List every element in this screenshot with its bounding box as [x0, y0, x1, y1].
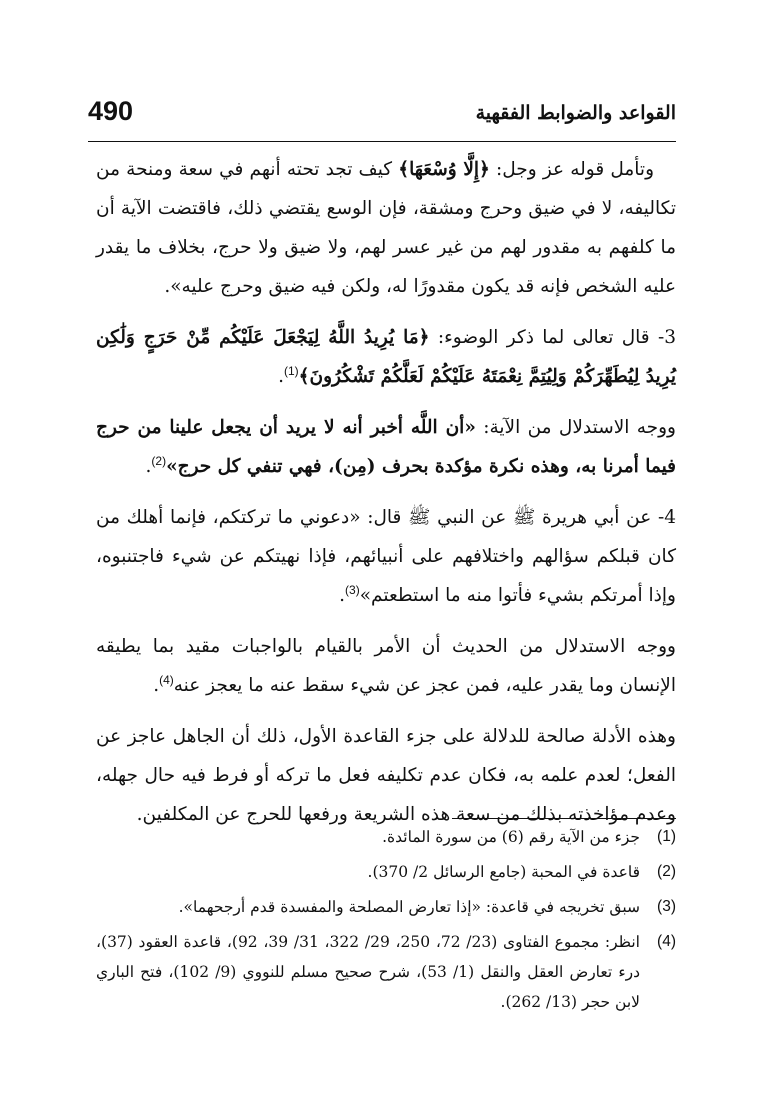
quran-verse-wusaha: ﴿إِلَّا وُسْعَهَا﴾ — [398, 159, 490, 180]
paragraph-1-text: كيف تجد تحته أنهم في سعة ومنحة من تكاليفه، لا في ضيق وحرج ومشقة، فإن الوسع يقتضي ذلك، فاقتضت الآية أن ما كلفهم به مقدور لهم من غير عسر لهم، ولا ضيق ولا حرج، بخلاف ما يقدر عليه الشخص فإنه قد يكون مقدورًا له، ولكن فيه ضيق وحرج عليه». — [96, 159, 676, 297]
footnote-3 — [96, 892, 676, 922]
footnote-1-number: (1) — [657, 828, 676, 845]
paragraph-4-text: وهذه الأدلة صالحة للدلالة على جزء القاعدة الأول، ذلك أن الجاهل عاجز عن الفعل؛ لعدم علمه به، فكان عدم تكليفه فعل ما تركه أو فرط فيه حال جهله، وعدم مؤاخذته بذلك من سعة هذه الشريعة ورفعها للحرج عن المكلفين. — [96, 726, 676, 825]
item-3-number: 3- — [649, 327, 676, 348]
paragraph-2-intro: ووجه الاستدلال من الآية: — [475, 417, 676, 438]
paragraph-3 — [96, 627, 676, 705]
item-4-hadith: عن أبي هريرة ﷺ عن النبي ﷺ قال: «دعوني ما تركتكم، فإنما أهلك من كان قبلكم سؤالهم واختلافهم على أنبيائهم، فإذا نهيتكم عن شيء فاجتنبوه، وإذا أمرتكم بشيء فأتوا منه ما استطعتم» — [96, 507, 676, 606]
footnote-3-number: (3) — [657, 898, 676, 915]
item-3-end: . — [278, 366, 284, 387]
running-title: القواعد والضوابط الفقهية — [475, 102, 676, 124]
footnote-ref-3[interactable]: (3) — [345, 582, 360, 597]
footnote-4-text: انظر: مجموع الفتاوى (23/ 72، 250، 29/ 322، 31/ 39، 92)، قاعدة العقود (37)، درء تعارض العقل والنقل (1/ 53)، شرح صحيح مسلم للنووي (9/ 102)، فتح الباري لابن حجر (13/ 262). — [96, 933, 641, 1011]
paragraph-3-end: . — [153, 675, 160, 696]
footnote-4-number: (4) — [657, 933, 676, 950]
paragraph-4 — [96, 717, 676, 834]
footnote-1-text: جزء من الآية رقم (6) من سورة المائدة. — [382, 828, 640, 846]
list-item-3 — [96, 318, 676, 396]
paragraph-1-intro: وتأمل قوله عز وجل: — [489, 159, 654, 180]
item-4-end: . — [339, 585, 346, 606]
footnote-1 — [96, 822, 676, 852]
paragraph-2-end: . — [145, 456, 152, 477]
page-header — [88, 96, 676, 136]
paragraph-3-text: ووجه الاستدلال من الحديث أن الأمر بالقيام بالواجبات مقيد بما يطيقه الإنسان وما يقدر عليه، فمن عجز عن شيء سقط عنه ما يعجز عنه — [96, 636, 676, 696]
footnote-ref-1[interactable]: (1) — [283, 363, 299, 378]
footnote-2 — [96, 857, 676, 887]
footnote-3-text: سبق تخريجه في قاعدة: «إذا تعارض المصلحة والمفسدة قدم أرجحهما». — [178, 898, 640, 916]
footnote-ref-4[interactable]: (4) — [159, 672, 174, 687]
main-text — [96, 150, 676, 846]
footnotes — [96, 822, 676, 1022]
list-item-4 — [96, 498, 676, 615]
paragraph-2-bold-quote: «أن اللَّه أخبر أنه لا يريد أن يجعل علينا من حرج فيما أمرنا به، وهذه نكرة مؤكدة بحرف (مِن)، فهي تنفي كل حرج» — [96, 417, 676, 477]
footnote-separator — [452, 818, 676, 819]
footnote-2-number: (2) — [657, 863, 676, 880]
paragraph-2 — [96, 408, 676, 486]
footnote-2-text: قاعدة في المحبة (جامع الرسائل 2/ 370). — [367, 863, 640, 881]
paragraph-1 — [96, 150, 676, 306]
item-3-intro: قال تعالى لما ذكر الوضوء: — [429, 327, 650, 348]
header-rule — [88, 141, 676, 142]
item-4-number: 4- — [651, 507, 676, 528]
quran-verse-wudu: ﴿مَا يُرِيدُ اللَّهُ لِيَجْعَلَ عَلَيْكُم مِّنْ حَرَجٍ وَلَٰكِن يُرِيدُ لِيُطَهِّرَكُمْ وَلِيُتِمَّ نِعْمَتَهُ عَلَيْكُمْ لَعَلَّكُمْ تَشْكُرُونَ﴾ — [96, 327, 676, 387]
footnote-4 — [96, 927, 676, 1017]
footnote-ref-2[interactable]: (2) — [151, 453, 167, 468]
page-number: 490 — [88, 96, 134, 126]
